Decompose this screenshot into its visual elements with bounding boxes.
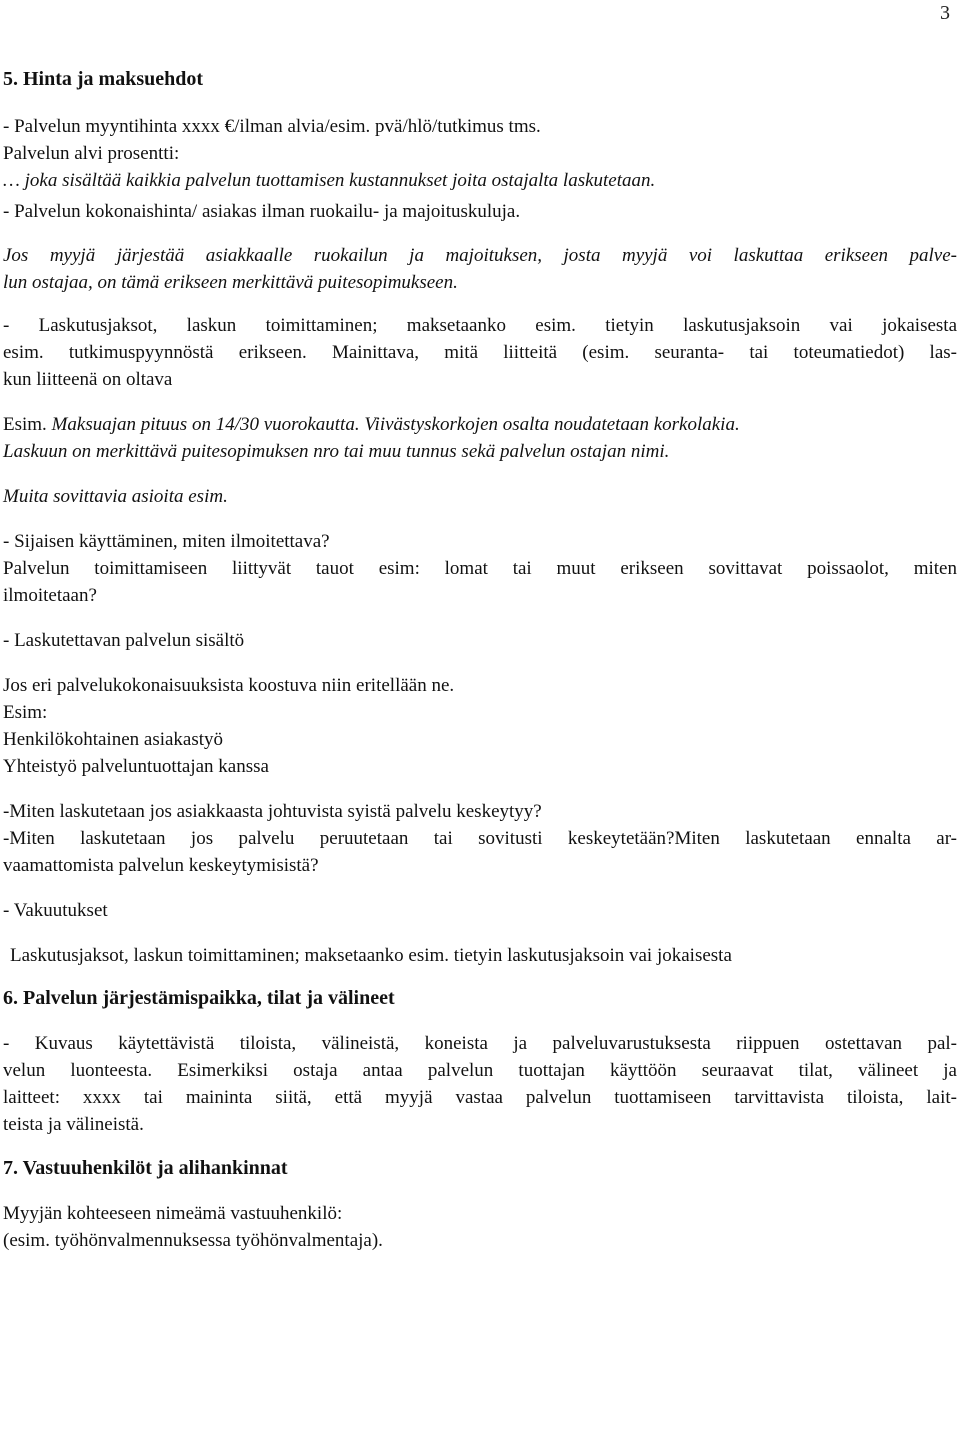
paragraph-line: Henkilökohtainen asiakastyö <box>3 729 224 750</box>
paragraph-line: -Miten laskutetaan jos asiakkaasta johtuvista syistä palvelu keskeytyy? <box>3 801 542 822</box>
paragraph-line: Muita sovittavia asioita esim. <box>3 486 228 507</box>
paragraph-line: lun ostajaa, on tämä erikseen merkittävä puitesopimukseen. <box>3 272 458 293</box>
section-7-heading: 7. Vastuuhenkilöt ja alihankinnat <box>3 1157 288 1179</box>
paragraph-line: Jos eri palvelukokonaisuuksista koostuva niin eritellään ne. <box>3 675 455 696</box>
paragraph-line: velun luonteesta. Esimerkiksi ostaja antaa palvelun tuottajan käyttöön seuraavat tilat, välineet ja <box>3 1060 957 1081</box>
paragraph-line: ilmoitetaan? <box>3 585 97 606</box>
paragraph-line: - Kuvaus käytettävistä tiloista, välineistä, koneista ja palveluvarustuksesta riippuen ostettavan pal- <box>3 1033 957 1054</box>
document-body <box>3 66 957 1254</box>
page-number: 3 <box>940 2 950 24</box>
paragraph-line: - Laskutettavan palvelun sisältö <box>3 630 245 651</box>
paragraph-line: teista ja välineistä. <box>3 1114 144 1135</box>
paragraph-line <box>3 411 957 438</box>
paragraph-line: Yhteistyö palveluntuottajan kanssa <box>3 756 269 777</box>
paragraph-line: Palvelun toimittamiseen liittyvät tauot esim: lomat tai muut erikseen sovittavat poissaolot, miten <box>3 558 957 579</box>
payment-terms-text: Maksuajan pituus on 14/30 vuorokautta. Viivästyskorkojen osalta noudatetaan korkolakia. <box>46 414 740 435</box>
paragraph-line: kun liitteenä on oltava <box>3 369 173 390</box>
paragraph-line: - Palvelun myyntihinta xxxx €/ilman alvia/esim. pvä/hlö/tutkimus tms. <box>3 116 541 137</box>
paragraph-line: Laskuun on merkittävä puitesopimuksen nro tai muu tunnus sekä palvelun ostajan nimi. <box>3 441 670 462</box>
paragraph-line: laitteet: xxxx tai maininta siitä, että myyjä vastaa palvelun tuottamiseen tarvittavista tiloista, lait- <box>3 1087 957 1108</box>
paragraph-line: -Miten laskutetaan jos palvelu peruutetaan tai sovitusti keskeytetään?Miten laskutetaan ennalta ar- <box>3 828 957 849</box>
paragraph-line: - Laskutusjaksot, laskun toimittaminen; maksetaanko esim. tietyin laskutusjaksoin vai jokaisesta <box>3 315 957 336</box>
example-label: Esim. <box>3 414 47 435</box>
paragraph-line: Laskutusjaksot, laskun toimittaminen; maksetaanko esim. tietyin laskutusjaksoin vai jokaisesta <box>10 945 732 966</box>
paragraph-line: (esim. työhönvalmennuksessa työhönvalmentaja). <box>3 1230 383 1251</box>
paragraph-line: … joka sisältää kaikkia palvelun tuottamisen kustannukset joita ostajalta laskutetaan. <box>3 170 656 191</box>
paragraph-line: Esim: <box>3 702 48 723</box>
paragraph-line: esim. tutkimuspyynnöstä erikseen. Mainittava, mitä liitteitä (esim. seuranta- tai toteumatiedot) las- <box>3 342 957 363</box>
paragraph-line: - Sijaisen käyttäminen, miten ilmoitettava? <box>3 531 330 552</box>
paragraph-line: Myyjän kohteeseen nimeämä vastuuhenkilö: <box>3 1203 343 1224</box>
paragraph-line: Jos myyjä järjestää asiakkaalle ruokailun ja majoituksen, josta myyjä voi laskuttaa erikseen palve- <box>3 245 957 266</box>
paragraph-line: - Vakuutukset <box>3 900 108 921</box>
paragraph-line: Palvelun alvi prosentti: <box>3 143 180 164</box>
section-6-heading: 6. Palvelun järjestämispaikka, tilat ja välineet <box>3 987 395 1009</box>
paragraph-line: vaamattomista palvelun keskeytymisistä? <box>3 855 319 876</box>
paragraph-line: - Palvelun kokonaishinta/ asiakas ilman ruokailu- ja majoituskuluja. <box>3 201 521 222</box>
section-5-heading: 5. Hinta ja maksuehdot <box>3 68 204 90</box>
